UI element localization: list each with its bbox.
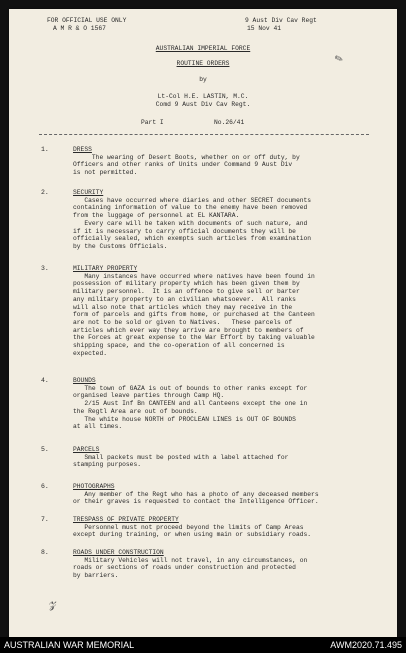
section-heading: DRESS <box>73 146 92 153</box>
section-line: The wearing of Desert Boots, whether on or off duty, by <box>73 153 300 161</box>
archive-name: AUSTRALIAN WAR MEMORIAL <box>4 640 135 650</box>
section-line: containing information of value to the enemy have been removed <box>73 204 308 212</box>
section-line: roads or sections of roads under construction and protected <box>73 564 296 572</box>
section-block <box>73 483 319 506</box>
section-heading: TRESPASS OF PRIVATE PROPERTY <box>73 516 179 523</box>
section-line: organised leave parties through Camp HQ. <box>73 392 225 400</box>
section-block <box>73 189 311 251</box>
section-number: 3. <box>41 265 49 272</box>
section-line: The white house NORTH of PROCLEAN LINES is OUT OF BOUNDS <box>73 415 296 423</box>
document-date: 15 Nov 41 <box>247 25 282 32</box>
section-line: Officers and other ranks of Units under Command 9 Aust Div <box>73 161 293 169</box>
section-line: possession of military property which has been given them by <box>73 280 300 288</box>
section-line: from the luggage of personnel at EL KANTARA. <box>73 212 240 220</box>
unit-name: 9 Aust Div Cav Regt <box>245 17 317 24</box>
reference-number: A M R & O 1567 <box>53 25 106 32</box>
section-heading: MILITARY PROPERTY <box>73 265 138 272</box>
section-heading: PARCELS <box>73 446 100 453</box>
order-number: No.26/41 <box>214 119 245 126</box>
section-block <box>73 146 300 177</box>
section-line: expected. <box>73 349 108 357</box>
section-line: at all times. <box>73 423 123 431</box>
handwritten-mark: ✎ <box>333 52 346 67</box>
officer-command: Comd 9 Aust Div Cav Regt. <box>155 101 251 108</box>
document-page <box>9 9 397 637</box>
section-line: Cases have occurred where diaries and other SECRET documents <box>73 196 312 204</box>
section-number: 5. <box>41 446 49 453</box>
section-line: by barriers. <box>73 572 119 580</box>
section-number: 2. <box>41 189 49 196</box>
separator-rule <box>39 134 369 135</box>
part-label: Part I <box>141 119 164 126</box>
section-line: Military Vehicles will not travel, in any circumstances, on <box>73 556 308 564</box>
section-number: 7. <box>41 516 49 523</box>
section-line: Every care will be taken with documents of such nature, and <box>73 219 308 227</box>
section-heading: BOUNDS <box>73 377 96 384</box>
section-line: the Regtl Area are out of bounds. <box>73 407 198 415</box>
section-block <box>73 446 288 469</box>
section-number: 1. <box>41 146 49 153</box>
section-line: Many instances have occurred where natives have been found in <box>73 272 315 280</box>
archive-footer <box>0 637 406 653</box>
section-heading: SECURITY <box>73 189 104 196</box>
section-line: stamping purposes. <box>73 461 142 469</box>
section-line: Any member of the Regt who has a photo of any deceased members <box>73 490 319 498</box>
section-heading: ROADS UNDER CONSTRUCTION <box>73 549 164 556</box>
section-line: military personnel. It is an offence to give sell or barter <box>73 288 300 296</box>
section-line: are not to be sold or given to Natives. These parcels of <box>73 318 293 326</box>
section-number: 4. <box>41 377 49 384</box>
by-line: by <box>199 76 207 83</box>
section-line: form of parcels and gifts from home, or purchased at the Canteen <box>73 311 315 319</box>
section-line: will also note that articles which they may receive in the <box>73 303 293 311</box>
section-line: any military property to an civilian whatsoever. All ranks <box>73 295 296 303</box>
section-line: Personnel must not proceed beyond the limits of Camp Areas <box>73 523 304 531</box>
section-line: articles which ever way they arrive are brought to members of <box>73 326 304 334</box>
section-block <box>73 516 311 539</box>
section-block <box>73 549 307 580</box>
section-line: if it is necessary to carry official documents they will be <box>73 227 296 235</box>
section-line: officially sealed, which exempts such articles from examination <box>73 235 312 243</box>
handwritten-signature: 𝓏 <box>49 592 57 611</box>
section-line: is not permitted. <box>73 169 138 177</box>
section-line: the Forces at great expense to the War Effort by taking valuable <box>73 334 315 342</box>
officer-name: Lt-Col H.E. LASTIN, M.C. <box>157 93 249 100</box>
section-line: Small packets must be posted with a label attached for <box>73 453 289 461</box>
section-line: 2/15 Aust Inf Bn CANTEEN and all Canteens except the one in <box>73 400 308 408</box>
section-line: shipping space, and the co-operation of all concerned is <box>73 342 285 350</box>
section-block <box>73 265 315 357</box>
classification-stamp: FOR OFFICIAL USE ONLY <box>47 17 127 24</box>
archive-reference: AWM2020.71.495 <box>330 640 402 650</box>
section-line: The town of GAZA is out of bounds to other ranks except for <box>73 384 308 392</box>
section-heading: PHOTOGRAPHS <box>73 483 115 490</box>
section-line: or their graves is requested to contact the Intelligence Officer. <box>73 498 319 506</box>
orders-title: ROUTINE ORDERS <box>176 60 230 67</box>
force-title: AUSTRALIAN IMPERIAL FORCE <box>155 45 251 52</box>
section-block <box>73 377 307 431</box>
section-line: by the Customs Officials. <box>73 242 168 250</box>
section-line: except during training, or when using main or subsidiary roads. <box>73 531 312 539</box>
section-number: 6. <box>41 483 49 490</box>
section-number: 8. <box>41 549 49 556</box>
